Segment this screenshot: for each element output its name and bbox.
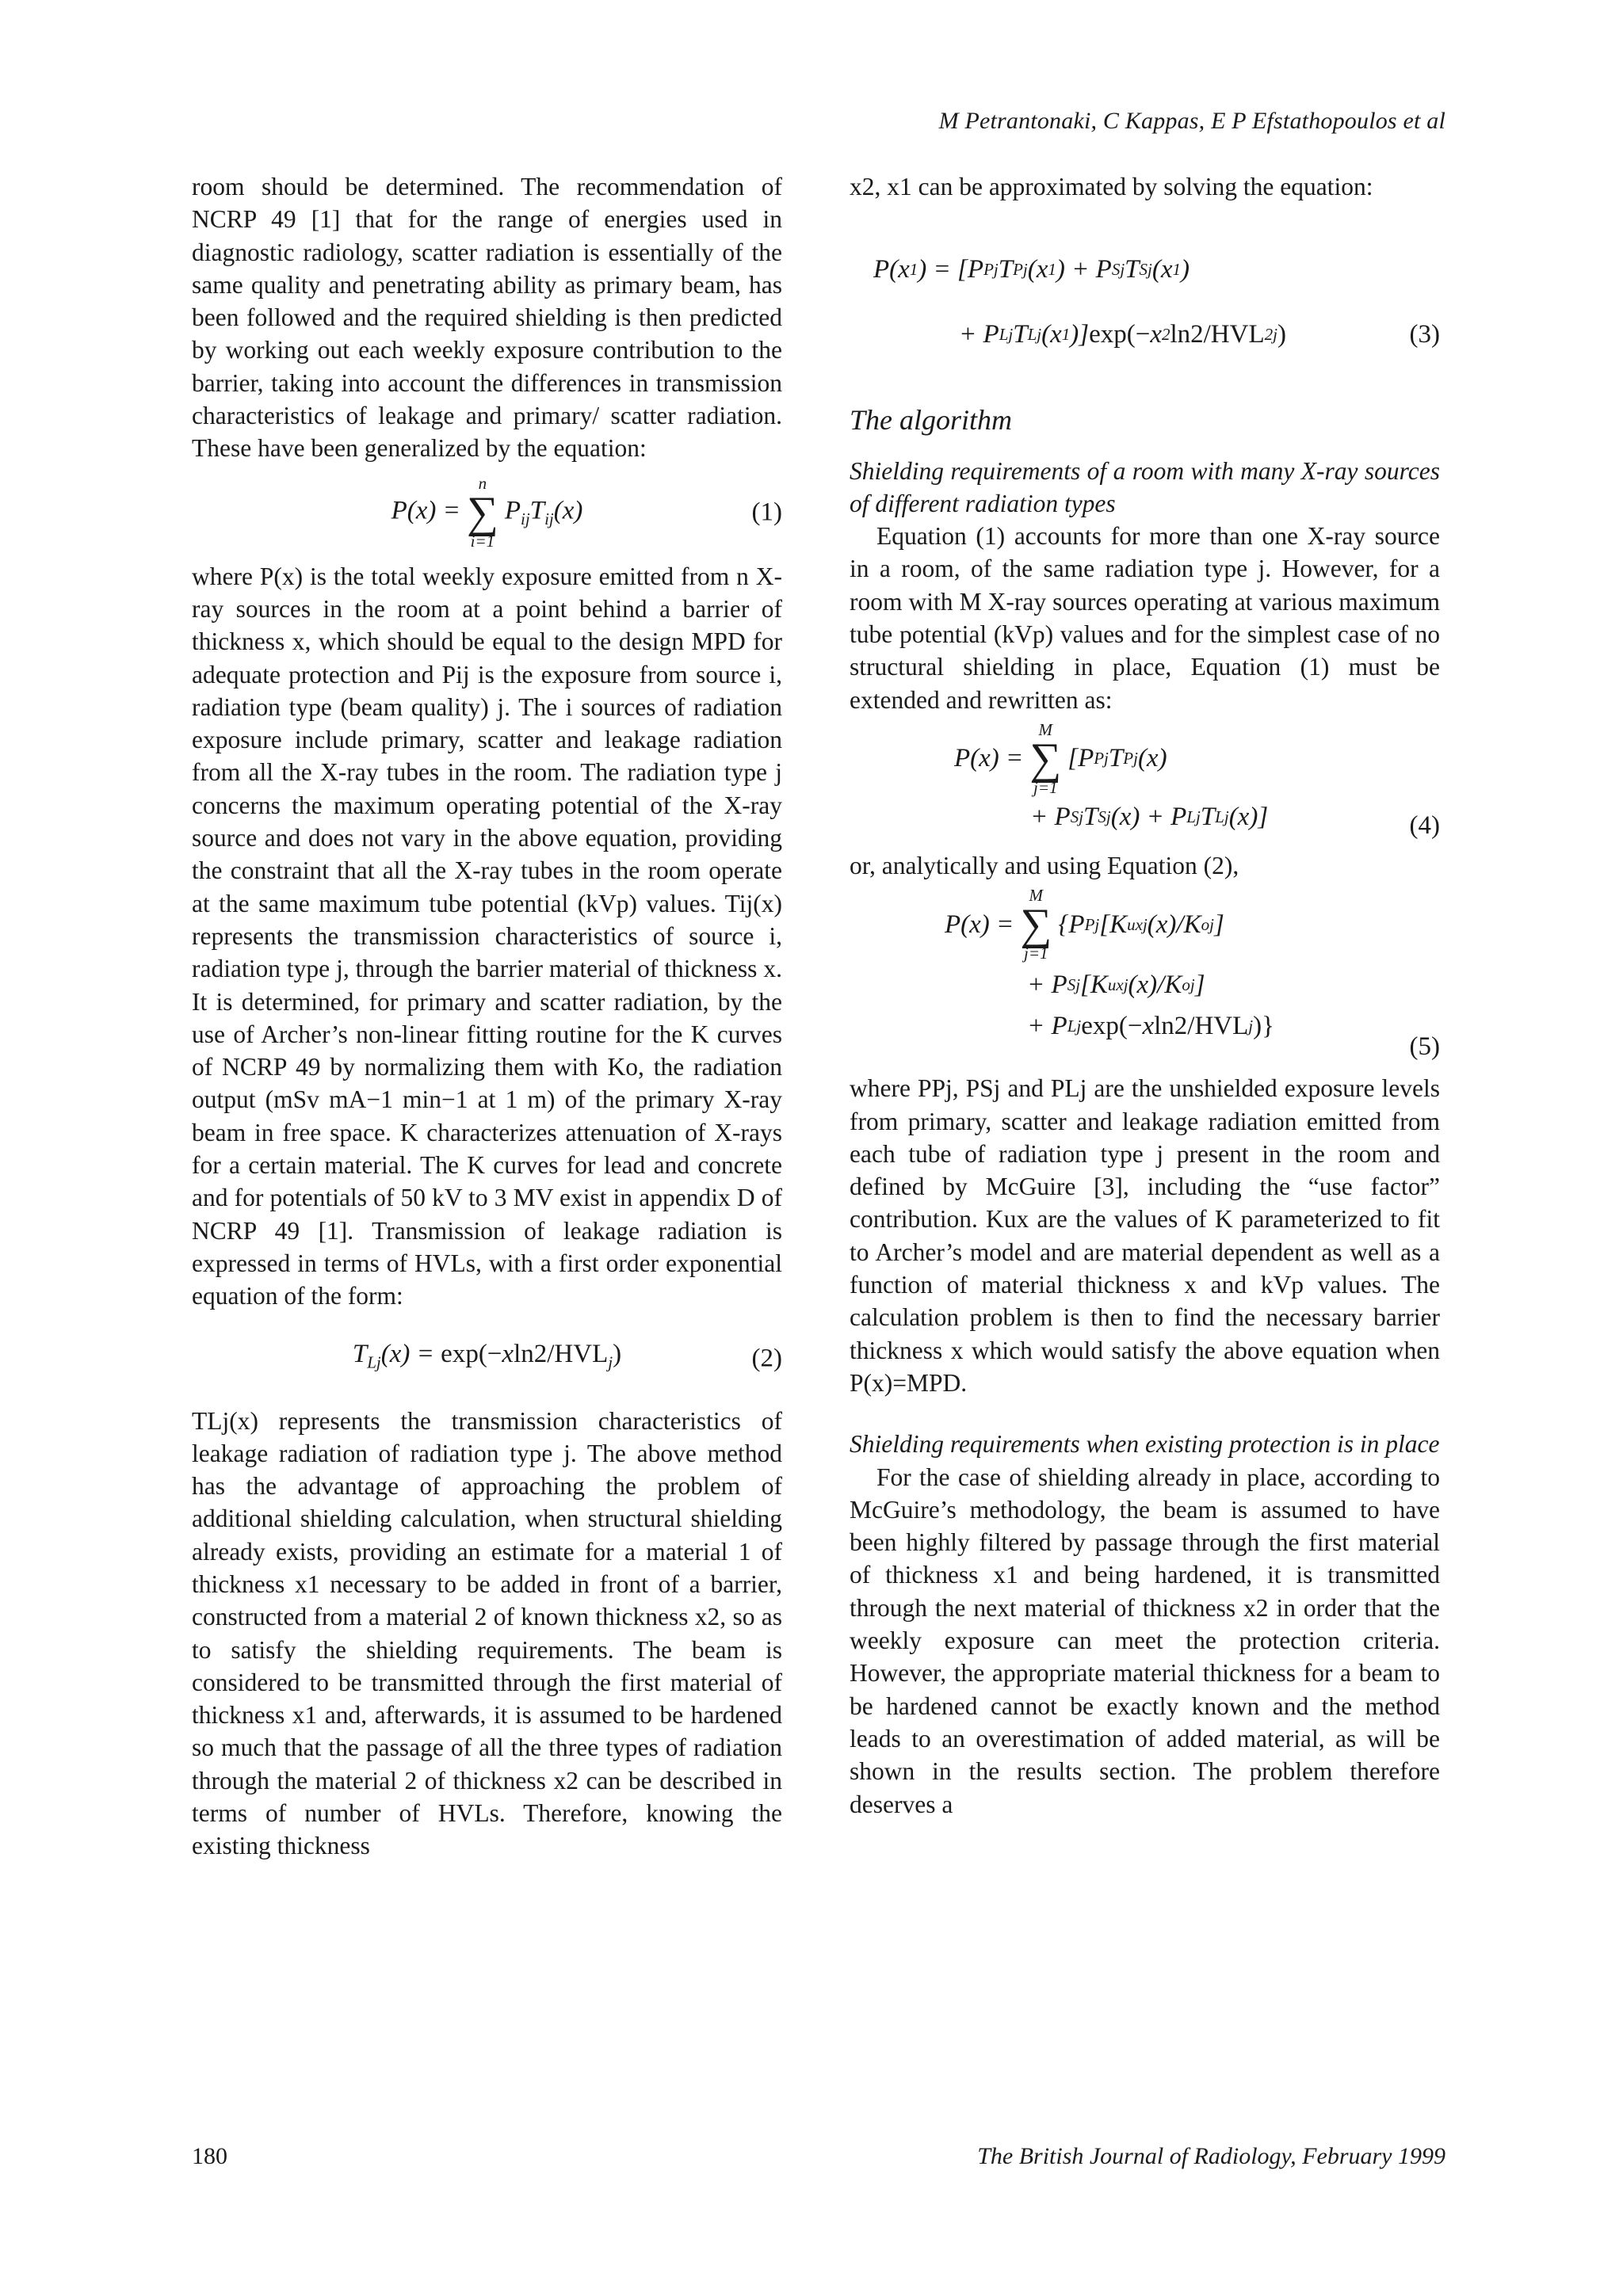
section-title-algorithm: The algorithm xyxy=(850,404,1013,437)
equation-5 xyxy=(850,885,1440,1072)
left-paragraph-3: TLj(x) represents the transmission characteristics of leakage radiation of radiation type j. The above method has the advantage of approaching the problem of additional shielding calculation, when structural shielding already exists, providing an estimate for a material 1 of thickness x1 necessary to be added in front of a barrier, constructed from a material 2 of known thickness x2, so as to satisfy the shielding requirements. The beam is considered to be transmitted through the first material of thickness x1 and, afterwards, it is assumed to be hardened so much that the passage of all the three types of radiation through the material 2 of thickness x2 can be described in terms of number of HVLs. Therefore, knowing the existing thickness xyxy=(192,1406,782,1860)
right-paragraph-1: x2, x1 can be approximated by solving the equation: xyxy=(850,173,1373,200)
equation-4-line-2: + P Sj T Sj (x) + P Lj T Lj (x)] xyxy=(1030,803,1269,832)
equation-4-number: (4) xyxy=(1409,810,1440,840)
equation-1-number: (1) xyxy=(751,498,782,527)
right-column xyxy=(850,170,1440,1821)
equation-4 xyxy=(850,721,1440,849)
left-paragraph-1: room should be determined. The recommendation of NCRP 49 [1] that for the range of energies used in diagnostic radiology, scatter radiation is essentially of the same quality and penetrating ability as primary beam, has been followed and the required shielding is then predicted by working out each weekly exposure contribution to the barrier, taking into account the differences in transmission characteristics of leakage and primary/ scatter radiation. These have been generalized by the equation: xyxy=(192,173,782,463)
equation-1 xyxy=(192,465,782,560)
subsection-title-existing-protection: Shielding requirements when existing protection is in place xyxy=(850,1430,1440,1459)
equation-5-number: (5) xyxy=(1409,1032,1440,1062)
running-head: M Petrantonaki, C Kappas, E P Efstathopoulos et al xyxy=(938,108,1445,134)
equation-5-line-1: P(x) = M ∑ j=1 {P Pj [K uxj (x)/K oj ] xyxy=(945,886,1224,963)
right-paragraph-2: Equation (1) accounts for more than one X-ray source in a room, of the same radiation type j. However, for a room with M X-ray sources operating at various maximum tube potential (kVp) values and for the simplest case of no structural shielding in place, Equation (1) must be extended and rewritten as: xyxy=(850,522,1440,714)
equation-3-number: (3) xyxy=(1409,320,1440,349)
equation-3-line-2: + P Lj T Lj (x 1 )] exp(− x 2 ln2/HVL 2j ) xyxy=(959,319,1286,349)
left-paragraph-2: where P(x) is the total weekly exposure emitted from n X-ray sources in the room at a point behind a barrier of thickness x, which should be equal to the design MPD for adequate protection and Pij is the exposure from source i, radiation type (beam quality) j. The i sources of radiation exposure include primary, scatter and leakage radiation from all the X-ray tubes in the room. The radiation type j concerns the maximum operating potential of the X-ray source and does not vary in the above equation, providing the constraint that all the X-ray tubes in the room operate at the same maximum tube potential (kVp) values. Tij(x) represents the transmission characteristics of source i, radiation type j, through the barrier material of thickness x. It is determined, for primary and scatter radiation, by the use of Archer’s non-linear fitting routine for the K curves of NCRP 49 by normalizing them with Ko, the radiation output (mSv mA−1 min−1 at 1 m) of the primary X-ray beam in free space. K characterizes attenuation of X-rays for a certain material. The K curves for lead and concrete and for potentials of 50 kV to 3 MV exist in appendix D of NCRP 49 [1]. Transmission of leakage radiation is expressed in terms of HVLs, with a first order exponential equation of the form: xyxy=(192,562,782,1310)
equation-1-expression: P(x) = n ∑ i=1 $P_{ij}T_{ij}(x)$ xyxy=(391,473,583,551)
subsection-title-many-sources: Shielding requirements of a room with many X-ray sources of different radiation types xyxy=(850,456,1440,517)
equation-2 xyxy=(192,1313,782,1405)
left-column xyxy=(192,170,782,1863)
equation-5-line-2: + P Sj [K uxj (x)/K oj ] xyxy=(1027,970,1205,999)
right-paragraph-5: For the case of shielding already in place, according to McGuire’s methodology, the beam is assumed to have been highly filtered by passage through the first material of thickness x1 and being hardened, it is transmitted through the next material of thickness x2 in order that the weekly exposure can meet the protection criteria. However, the appropriate material thickness for a beam to be hardened cannot be exactly known and the method leads to an overestimation of added material, as will be shown in the results section. The problem therefore deserves a xyxy=(850,1463,1440,1818)
right-paragraph-4: where PPj, PSj and PLj are the unshielded exposure levels from primary, scatter and leakage radiation emitted from each tube of radiation type j present in the room and defined by McGuire [3], including the “use factor” contribution. Kux are the values of K parameterized to fit to Archer’s model and are material dependent as well as a function of material thickness x and kVp values. The calculation problem is then to find the necessary barrier thickness x which would satisfy the above equation when P(x)=MPD. xyxy=(850,1074,1440,1397)
equation-3-line-1: P(x 1 ) = [P Pj T Pj (x 1 ) + P Sj T Sj (x 1 ) xyxy=(873,254,1190,284)
equation-2-expression: $T_{Lj}(x) = \exp(-xln2/HVL_j)$ xyxy=(352,1339,622,1372)
equation-3 xyxy=(850,249,1440,383)
right-paragraph-3: or, analytically and using Equation (2), xyxy=(850,851,1239,879)
equation-5-line-3: + P Lj exp(− x ln2/HVL j )} xyxy=(1027,1011,1274,1040)
equation-4-line-1: P(x) = M ∑ j=1 [P Pj T Pj (x) xyxy=(954,719,1167,797)
journal-footer: The British Journal of Radiology, February 1999 xyxy=(977,2143,1445,2169)
page-number: 180 xyxy=(192,2143,227,2169)
equation-2-number: (2) xyxy=(751,1343,782,1372)
